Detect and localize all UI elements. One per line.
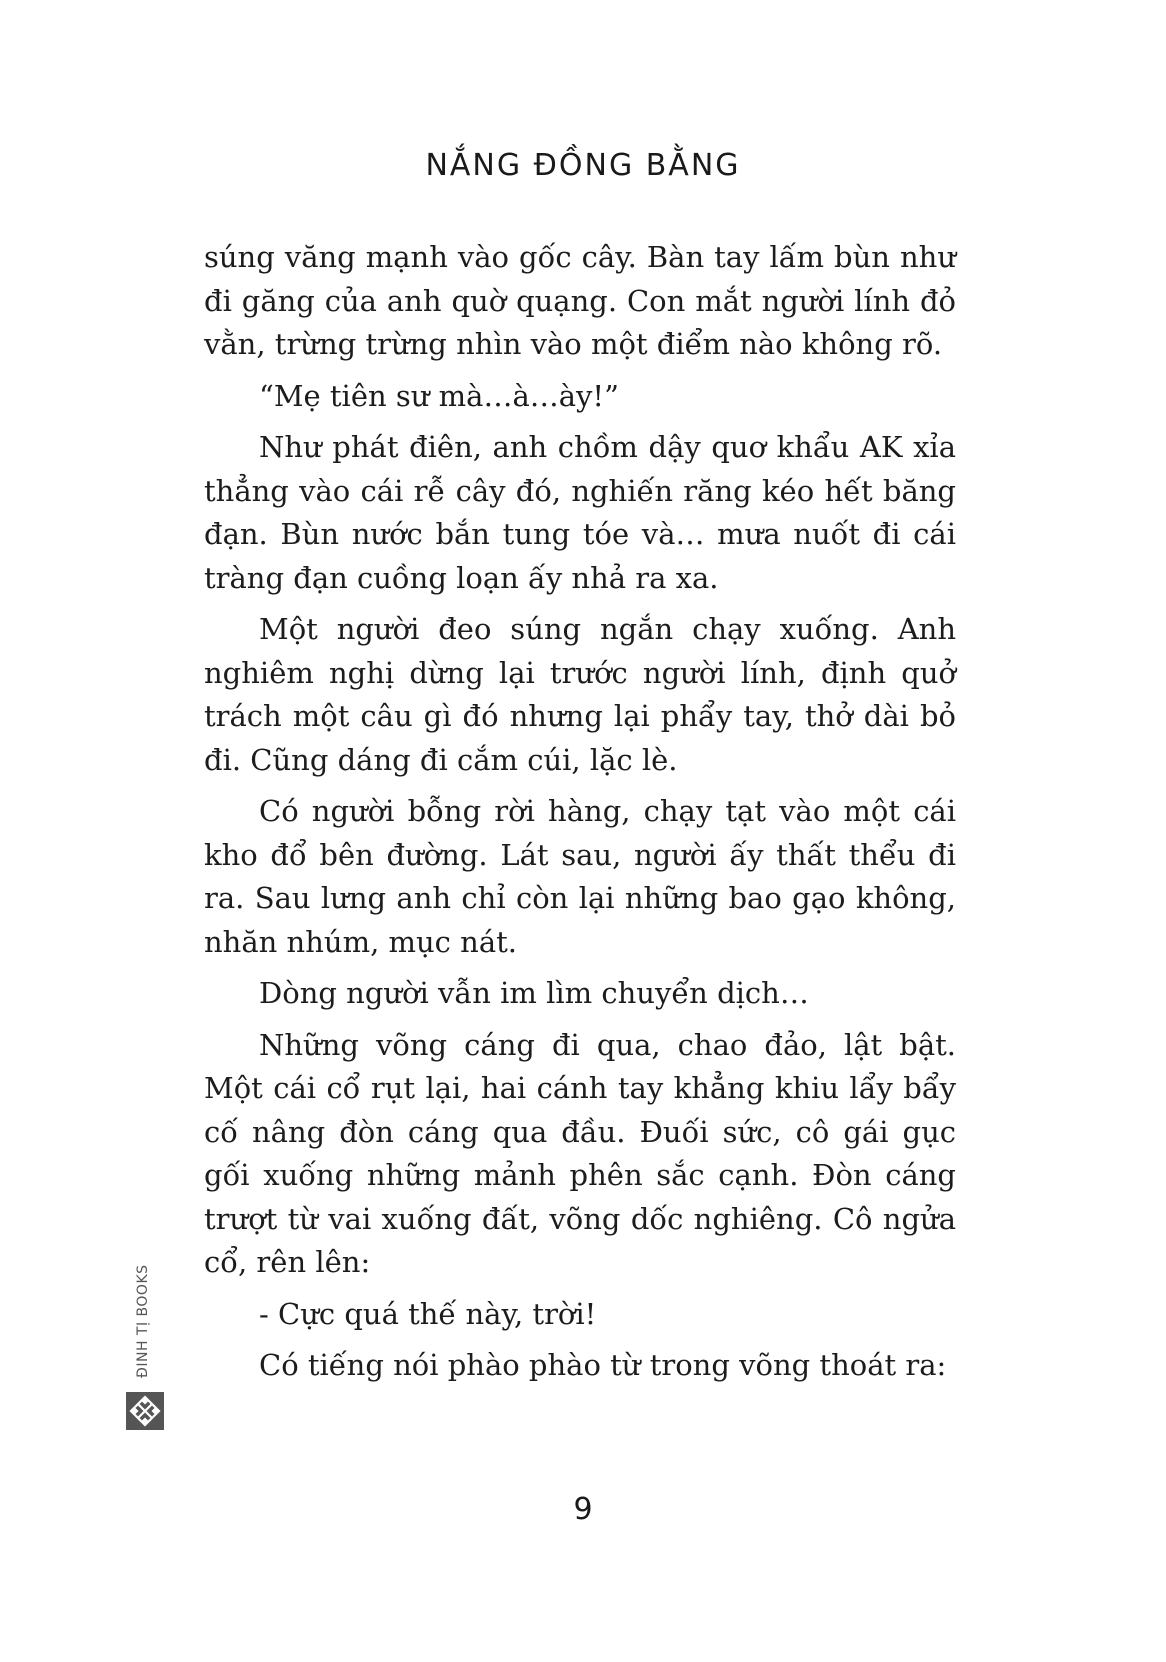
- running-header: NẮNG ĐỒNG BẰNG: [425, 148, 741, 183]
- paragraph: Dòng người vẫn im lìm chuyển dịch…: [259, 976, 809, 1010]
- publisher-mark: [124, 1264, 166, 1438]
- publisher-name: ĐINH TỊ BOOKS: [135, 1264, 151, 1378]
- paragraph: súng văng mạnh vào gốc cây. Bàn tay lấm bùn như đi găng của anh quờ quạng. Con mắt người lính đỏ vằn, trừng trừng nhìn vào một điểm nào không rõ.: [204, 240, 956, 361]
- paragraph: - Cực quá thế này, trời!: [259, 1296, 597, 1331]
- paragraph: Có người bỗng rời hàng, chạy tạt vào một cái kho đổ bên đường. Lát sau, người ấy thất thểu đi ra. Sau lưng anh chỉ còn lại những bao gạo không, nhăn nhúm, mục nát.: [204, 794, 956, 959]
- page-number: 9: [573, 1492, 593, 1527]
- dinh-ti-logo-icon: [126, 1392, 164, 1430]
- paragraph: Có tiếng nói phào phào từ trong võng thoát ra:: [259, 1348, 947, 1382]
- paragraph: Những võng cáng đi qua, chao đảo, lật bật. Một cái cổ rụt lại, hai cánh tay khẳng khiu lẩy bẩy cố nâng đòn cáng qua đầu. Đuối sức, cô gái gục gối xuống những mảnh phên sắc cạnh. Đòn cáng trượt từ vai xuống đất, võng dốc nghiêng. Cô ngửa cổ, rên lên:: [204, 1027, 956, 1279]
- paragraph: “Mẹ tiên sư mà…à…ày!”: [259, 378, 619, 413]
- paragraph: Một người đeo súng ngắn chạy xuống. Anh nghiêm nghị dừng lại trước người lính, định quở trách một câu gì đó nhưng lại phẩy tay, thở dài bỏ đi. Cũng dáng đi cắm cúi, lặc lè.: [204, 612, 956, 777]
- body-text: [204, 236, 956, 1396]
- paragraph: Như phát điên, anh chồm dậy quơ khẩu AK xỉa thẳng vào cái rễ cây đó, nghiến răng kéo hết băng đạn. Bùn nước bắn tung tóe và… mưa nuốt đi cái tràng đạn cuồng loạn ấy nhả ra xa.: [204, 430, 956, 595]
